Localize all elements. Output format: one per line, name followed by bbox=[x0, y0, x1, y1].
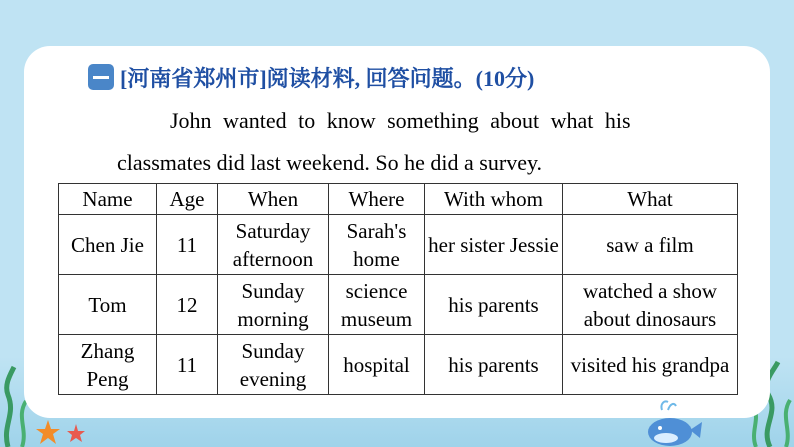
table-cell: her sister Jessie bbox=[425, 215, 563, 275]
table-row bbox=[59, 335, 738, 395]
table-row bbox=[59, 275, 738, 335]
question-title: [河南省郑州市]阅读材料, 回答问题。(10分) bbox=[120, 65, 535, 91]
column-header: Age bbox=[157, 184, 218, 215]
table-cell: visited his grandpa bbox=[563, 335, 738, 395]
whale-icon bbox=[640, 398, 706, 447]
table-cell: 11 bbox=[157, 335, 218, 395]
table-cell: Sarah's home bbox=[329, 215, 425, 275]
column-header: Where bbox=[329, 184, 425, 215]
table-cell: Tom bbox=[59, 275, 157, 335]
table-cell: Chen Jie bbox=[59, 215, 157, 275]
table-header-row bbox=[59, 184, 738, 215]
table-cell: science museum bbox=[329, 275, 425, 335]
table-cell: 12 bbox=[157, 275, 218, 335]
table-cell: Sunday evening bbox=[218, 335, 329, 395]
table-cell: 11 bbox=[157, 215, 218, 275]
table-row bbox=[59, 215, 738, 275]
table-cell: Zhang Peng bbox=[59, 335, 157, 395]
table-cell: watched a show about dinosaurs bbox=[563, 275, 738, 335]
passage-line-2: classmates did last weekend. So he did a survey. bbox=[117, 150, 543, 175]
table-cell: saw a film bbox=[563, 215, 738, 275]
table-cell: his parents bbox=[425, 275, 563, 335]
question-header bbox=[88, 60, 534, 94]
column-header: Name bbox=[59, 184, 157, 215]
dash-badge-icon bbox=[88, 64, 114, 90]
table-cell: hospital bbox=[329, 335, 425, 395]
table-cell: Saturday afternoon bbox=[218, 215, 329, 275]
passage-line-1: John wanted to know something about what his bbox=[170, 108, 631, 133]
column-header: When bbox=[218, 184, 329, 215]
table-cell: his parents bbox=[425, 335, 563, 395]
column-header: What bbox=[563, 184, 738, 215]
starfish-icon bbox=[34, 418, 90, 447]
column-header: With whom bbox=[425, 184, 563, 215]
table-cell: Sunday morning bbox=[218, 275, 329, 335]
survey-table bbox=[58, 183, 738, 395]
